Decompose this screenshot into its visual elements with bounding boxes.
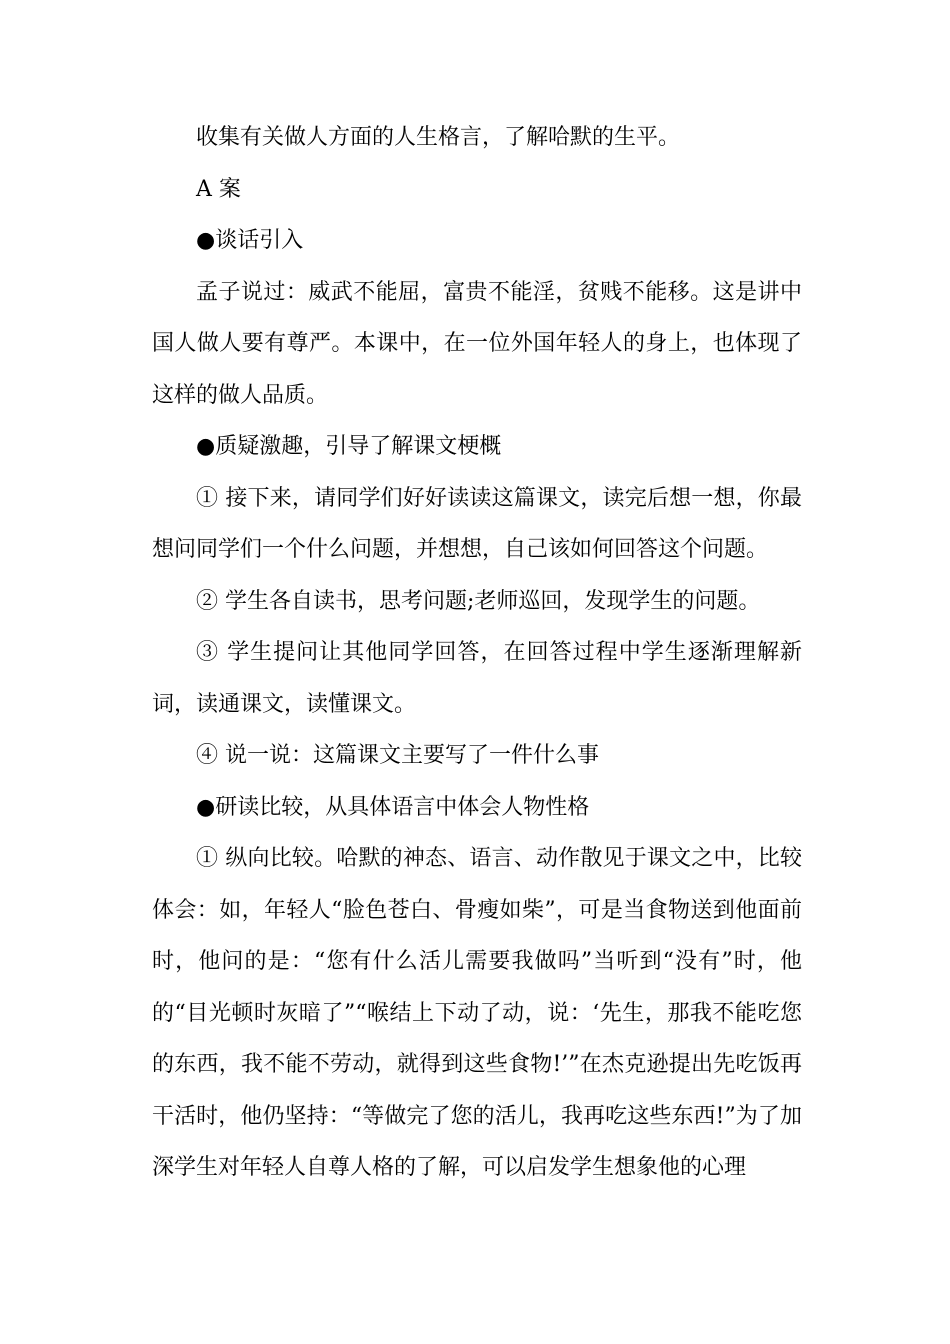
document-body: [152, 112, 802, 1194]
paragraph-plan-a-heading: A 案: [196, 176, 241, 202]
paragraph-preparation: 收集有关做人方面的人生格言，了解哈默的生平。: [196, 125, 681, 150]
section-heading-comparison: ●研读比较，从具体语言中体会人物性格: [196, 794, 590, 820]
paragraph-mencius-quote: 孟子说过：威武不能屈，富贵不能淫，贫贱不能移。这是讲中国人做人要有尊严。本课中，在一位外国年轻人的身上，也体现了这样的做人品质。: [152, 279, 802, 408]
list-item-step-1: ① 接下来，请同学们好好读读这篇课文，读完后想一想，你最想问同学们一个什么问题，并想想，自己该如何回答这个问题。: [152, 485, 802, 562]
section-heading-introduction: ●谈话引入: [196, 228, 304, 253]
list-item-vertical-comparison: ① 纵向比较。哈默的神态、语言、动作散见于课文之中，比较体会：如，年轻人“脸色苍白、骨瘦如柴”，可是当食物送到他面前时，他问的是：“您有什么活儿需要我做吗”当听到“没有”时，他的“目光顿时灰暗了”“喉结上下动了动，说：‘先生，那我不能吃您的东西，我不能不劳动，就得到这些食物!’”在杰克逊提出先吃饭再干活时，他仍坚持：“等做完了您的活儿，我再吃这些东西!”为了加深学生对年轻人自尊人格的了解，可以启发学生想象他的心理: [152, 846, 802, 1180]
list-item-step-3: ③ 学生提问让其他同学回答，在回答过程中学生逐渐理解新词，读通课文，读懂课文。: [152, 640, 802, 717]
section-heading-questioning: ●质疑激趣，引导了解课文梗概: [196, 434, 502, 459]
list-item-step-4: ④ 说一说：这篇课文主要写了一件什么事: [196, 743, 599, 768]
list-item-step-2: ② 学生各自读书，思考问题;老师巡回，发现学生的问题。: [196, 588, 761, 614]
